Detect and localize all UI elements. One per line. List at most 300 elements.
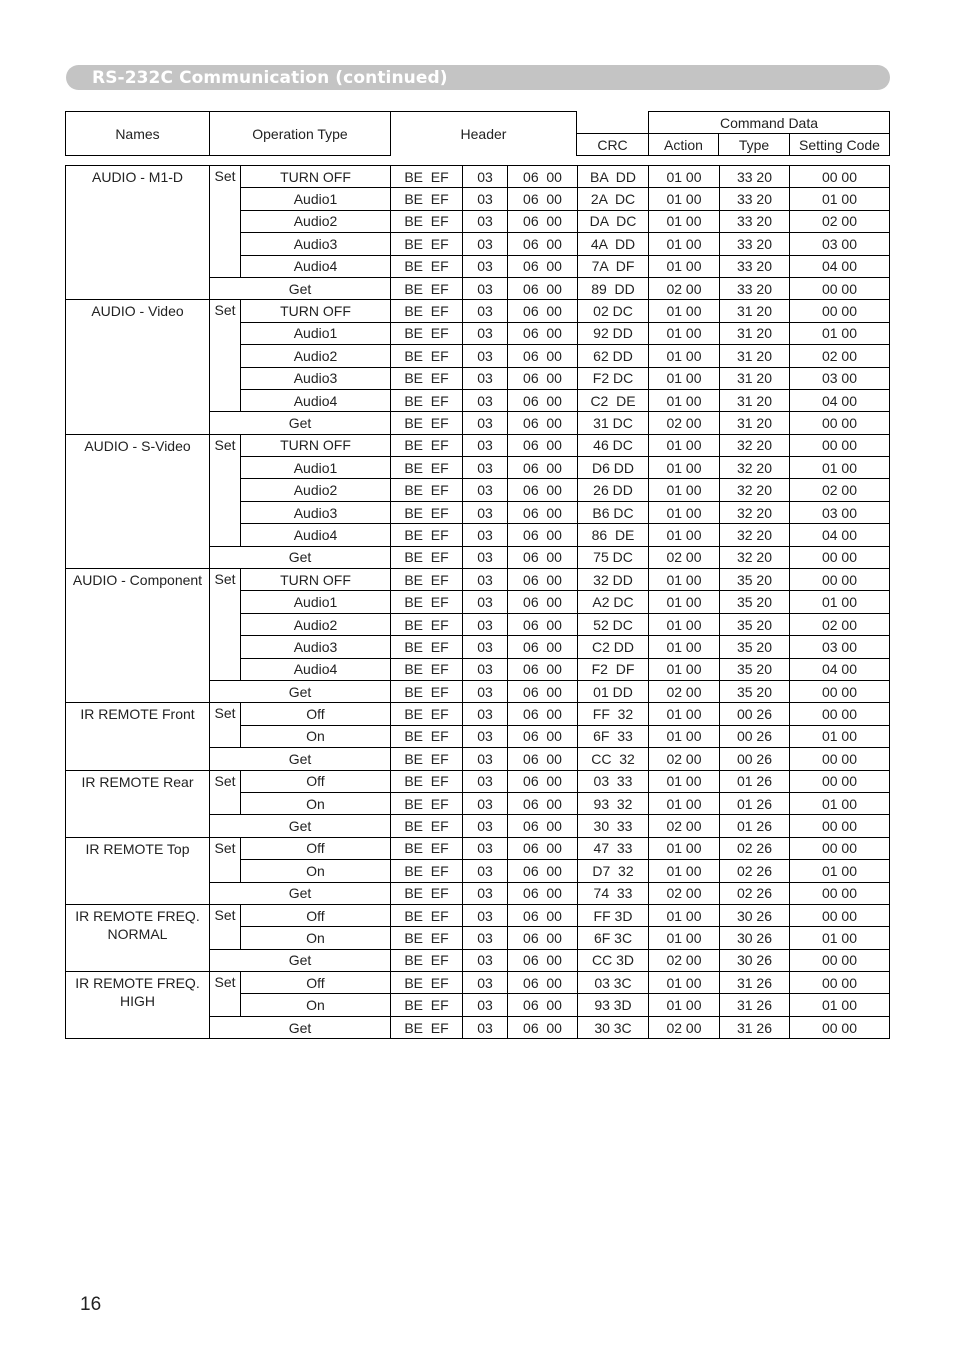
setting-code-value: 01 00	[790, 860, 890, 882]
header-byte: 03	[463, 680, 508, 702]
type-value: 31 20	[720, 345, 790, 367]
action-value: 01 00	[649, 860, 720, 882]
header-byte: 03	[463, 591, 508, 613]
action-value: 01 00	[649, 972, 720, 994]
type-value: 31 20	[720, 389, 790, 411]
header-byte: 03	[463, 255, 508, 277]
crc-value: 32 DD	[578, 569, 649, 591]
setting-code-value: 03 00	[790, 367, 890, 389]
header-byte: 03	[463, 636, 508, 658]
action-value: 01 00	[649, 345, 720, 367]
header-be-ef: BE EF	[391, 636, 463, 658]
type-value: 31 20	[720, 412, 790, 434]
operation-get: Get	[210, 815, 391, 837]
header-be-ef: BE EF	[391, 345, 463, 367]
action-value: 02 00	[649, 1016, 720, 1038]
action-value: 01 00	[649, 367, 720, 389]
header-crc: CRC	[577, 134, 649, 156]
operation-value: Audio3	[241, 636, 391, 658]
type-value: 35 20	[720, 636, 790, 658]
setting-code-value: 00 00	[790, 949, 890, 971]
setting-code-value: 04 00	[790, 255, 890, 277]
header-be-ef: BE EF	[391, 658, 463, 680]
set-label: Set	[210, 166, 241, 278]
type-value: 01 26	[720, 815, 790, 837]
header-bytes: 06 00	[508, 949, 578, 971]
header-bytes: 06 00	[508, 569, 578, 591]
header-be-ef: BE EF	[391, 591, 463, 613]
crc-value: FF 3D	[578, 904, 649, 926]
header-byte: 03	[463, 367, 508, 389]
set-label: Set	[210, 434, 241, 546]
crc-value: 47 33	[578, 837, 649, 859]
operation-value: Audio4	[241, 524, 391, 546]
header-be-ef: BE EF	[391, 770, 463, 792]
type-value: 30 26	[720, 904, 790, 926]
header-be-ef: BE EF	[391, 972, 463, 994]
header-bytes: 06 00	[508, 725, 578, 747]
set-label: Set	[210, 300, 241, 412]
header-bytes: 06 00	[508, 815, 578, 837]
operation-get: Get	[210, 949, 391, 971]
command-table	[65, 165, 890, 1039]
setting-code-value: 01 00	[790, 927, 890, 949]
header-byte: 03	[463, 748, 508, 770]
type-value: 31 20	[720, 300, 790, 322]
header-byte: 03	[463, 322, 508, 344]
header-be-ef: BE EF	[391, 322, 463, 344]
header-byte: 03	[463, 277, 508, 299]
crc-value: 86 DE	[578, 524, 649, 546]
header-bytes: 06 00	[508, 972, 578, 994]
operation-value: Audio1	[241, 188, 391, 210]
crc-value: DA DC	[578, 210, 649, 232]
header-byte: 03	[463, 166, 508, 188]
header-be-ef: BE EF	[391, 927, 463, 949]
header-bytes: 06 00	[508, 255, 578, 277]
action-value: 01 00	[649, 524, 720, 546]
table-row	[66, 703, 890, 725]
setting-code-value: 01 00	[790, 591, 890, 613]
header-be-ef: BE EF	[391, 457, 463, 479]
setting-code-value: 00 00	[790, 1016, 890, 1038]
header-byte: 03	[463, 904, 508, 926]
operation-value: Audio2	[241, 613, 391, 635]
action-value: 02 00	[649, 815, 720, 837]
action-value: 01 00	[649, 322, 720, 344]
header-bytes: 06 00	[508, 300, 578, 322]
action-value: 01 00	[649, 434, 720, 456]
action-value: 01 00	[649, 457, 720, 479]
crc-value: 89 DD	[578, 277, 649, 299]
crc-value: 46 DC	[578, 434, 649, 456]
header-header: Header	[391, 112, 577, 156]
crc-value: 03 3C	[578, 972, 649, 994]
header-bytes: 06 00	[508, 837, 578, 859]
action-value: 01 00	[649, 389, 720, 411]
crc-value: C2 DD	[578, 636, 649, 658]
type-value: 02 26	[720, 860, 790, 882]
set-label: Set	[210, 770, 241, 815]
type-value: 33 20	[720, 233, 790, 255]
operation-get: Get	[210, 277, 391, 299]
header-bytes: 06 00	[508, 1016, 578, 1038]
type-value: 01 26	[720, 770, 790, 792]
header-bytes: 06 00	[508, 904, 578, 926]
header-byte: 03	[463, 949, 508, 971]
header-bytes: 06 00	[508, 479, 578, 501]
type-value: 33 20	[720, 255, 790, 277]
crc-value: F2 DF	[578, 658, 649, 680]
type-value: 35 20	[720, 658, 790, 680]
header-be-ef: BE EF	[391, 389, 463, 411]
header-byte: 03	[463, 524, 508, 546]
header-be-ef: BE EF	[391, 725, 463, 747]
header-byte: 03	[463, 233, 508, 255]
type-value: 30 26	[720, 927, 790, 949]
header-bytes: 06 00	[508, 636, 578, 658]
action-value: 02 00	[649, 412, 720, 434]
header-byte: 03	[463, 613, 508, 635]
action-value: 01 00	[649, 994, 720, 1016]
header-byte: 03	[463, 210, 508, 232]
crc-value: A2 DC	[578, 591, 649, 613]
command-name: AUDIO - M1-D	[66, 166, 210, 300]
header-byte: 03	[463, 837, 508, 859]
action-value: 01 00	[649, 479, 720, 501]
type-value: 35 20	[720, 591, 790, 613]
action-value: 01 00	[649, 725, 720, 747]
command-name: IR REMOTE Front	[66, 703, 210, 770]
action-value: 01 00	[649, 837, 720, 859]
type-value: 33 20	[720, 277, 790, 299]
header-byte: 03	[463, 882, 508, 904]
operation-value: Off	[241, 972, 391, 994]
operation-get: Get	[210, 882, 391, 904]
header-command-data: Command Data	[649, 112, 890, 134]
header-be-ef: BE EF	[391, 904, 463, 926]
header-byte: 03	[463, 815, 508, 837]
type-value: 32 20	[720, 479, 790, 501]
command-name: IR REMOTE FREQ. NORMAL	[66, 904, 210, 971]
header-bytes: 06 00	[508, 703, 578, 725]
action-value: 01 00	[649, 927, 720, 949]
type-value: 35 20	[720, 613, 790, 635]
operation-value: Off	[241, 703, 391, 725]
setting-code-value: 02 00	[790, 613, 890, 635]
header-be-ef: BE EF	[391, 166, 463, 188]
table-row	[66, 300, 890, 322]
operation-get: Get	[210, 680, 391, 702]
operation-value: On	[241, 994, 391, 1016]
operation-value: Audio1	[241, 322, 391, 344]
crc-value: 2A DC	[578, 188, 649, 210]
crc-value: 7A DF	[578, 255, 649, 277]
setting-code-value: 03 00	[790, 501, 890, 523]
crc-value: 02 DC	[578, 300, 649, 322]
setting-code-value: 00 00	[790, 680, 890, 702]
command-name: IR REMOTE Top	[66, 837, 210, 904]
operation-value: Audio1	[241, 591, 391, 613]
set-label: Set	[210, 569, 241, 681]
crc-value: D7 32	[578, 860, 649, 882]
header-byte: 03	[463, 725, 508, 747]
header-byte: 03	[463, 860, 508, 882]
table-header	[65, 111, 890, 156]
operation-value: Audio3	[241, 501, 391, 523]
operation-value: Audio2	[241, 479, 391, 501]
header-be-ef: BE EF	[391, 1016, 463, 1038]
crc-value: CC 32	[578, 748, 649, 770]
action-value: 01 00	[649, 792, 720, 814]
header-byte: 03	[463, 300, 508, 322]
operation-get: Get	[210, 1016, 391, 1038]
header-be-ef: BE EF	[391, 949, 463, 971]
header-byte: 03	[463, 703, 508, 725]
header-bytes: 06 00	[508, 367, 578, 389]
crc-value: BA DD	[578, 166, 649, 188]
header-setting-code: Setting Code	[790, 134, 890, 156]
crc-value: 6F 3C	[578, 927, 649, 949]
operation-value: TURN OFF	[241, 434, 391, 456]
header-bytes: 06 00	[508, 389, 578, 411]
header-bytes: 06 00	[508, 188, 578, 210]
header-be-ef: BE EF	[391, 412, 463, 434]
type-value: 32 20	[720, 457, 790, 479]
set-label: Set	[210, 703, 241, 748]
setting-code-value: 02 00	[790, 345, 890, 367]
section-title: RS-232C Communication (continued)	[92, 68, 448, 88]
header-byte: 03	[463, 927, 508, 949]
header-be-ef: BE EF	[391, 479, 463, 501]
type-value: 02 26	[720, 837, 790, 859]
setting-code-value: 02 00	[790, 479, 890, 501]
operation-get: Get	[210, 546, 391, 568]
operation-value: Audio2	[241, 345, 391, 367]
header-be-ef: BE EF	[391, 367, 463, 389]
header-be-ef: BE EF	[391, 569, 463, 591]
header-bytes: 06 00	[508, 792, 578, 814]
header-bytes: 06 00	[508, 860, 578, 882]
operation-get: Get	[210, 412, 391, 434]
setting-code-value: 01 00	[790, 725, 890, 747]
header-bytes: 06 00	[508, 233, 578, 255]
header-byte: 03	[463, 389, 508, 411]
header-be-ef: BE EF	[391, 815, 463, 837]
type-value: 33 20	[720, 188, 790, 210]
header-byte: 03	[463, 457, 508, 479]
operation-value: On	[241, 725, 391, 747]
type-value: 00 26	[720, 703, 790, 725]
table-row	[66, 569, 890, 591]
operation-value: Audio4	[241, 255, 391, 277]
crc-value: 03 33	[578, 770, 649, 792]
header-byte: 03	[463, 546, 508, 568]
type-value: 35 20	[720, 569, 790, 591]
header-bytes: 06 00	[508, 345, 578, 367]
type-value: 32 20	[720, 524, 790, 546]
setting-code-value: 00 00	[790, 882, 890, 904]
header-byte: 03	[463, 345, 508, 367]
setting-code-value: 00 00	[790, 300, 890, 322]
header-bytes: 06 00	[508, 277, 578, 299]
header-operation-type: Operation Type	[210, 112, 391, 156]
operation-value: Audio2	[241, 210, 391, 232]
operation-value: TURN OFF	[241, 300, 391, 322]
action-value: 02 00	[649, 949, 720, 971]
header-byte: 03	[463, 658, 508, 680]
action-value: 01 00	[649, 501, 720, 523]
operation-value: Audio3	[241, 367, 391, 389]
command-name: AUDIO - Video	[66, 300, 210, 434]
header-byte: 03	[463, 434, 508, 456]
crc-value: 30 33	[578, 815, 649, 837]
header-bytes: 06 00	[508, 613, 578, 635]
header-be-ef: BE EF	[391, 434, 463, 456]
setting-code-value: 01 00	[790, 792, 890, 814]
action-value: 02 00	[649, 748, 720, 770]
header-type: Type	[719, 134, 790, 156]
action-value: 02 00	[649, 882, 720, 904]
action-value: 01 00	[649, 300, 720, 322]
setting-code-value: 04 00	[790, 389, 890, 411]
setting-code-value: 01 00	[790, 188, 890, 210]
header-names: Names	[66, 112, 210, 156]
action-value: 01 00	[649, 233, 720, 255]
table-row	[66, 837, 890, 859]
crc-value: 75 DC	[578, 546, 649, 568]
type-value: 00 26	[720, 748, 790, 770]
table-row	[66, 166, 890, 188]
header-bytes: 06 00	[508, 166, 578, 188]
setting-code-value: 00 00	[790, 837, 890, 859]
action-value: 01 00	[649, 636, 720, 658]
setting-code-value: 00 00	[790, 434, 890, 456]
header-bytes: 06 00	[508, 927, 578, 949]
operation-value: Off	[241, 904, 391, 926]
type-value: 02 26	[720, 882, 790, 904]
header-byte: 03	[463, 412, 508, 434]
command-name: AUDIO - S-Video	[66, 434, 210, 568]
action-value: 01 00	[649, 255, 720, 277]
setting-code-value: 00 00	[790, 703, 890, 725]
header-be-ef: BE EF	[391, 188, 463, 210]
set-label: Set	[210, 904, 241, 949]
crc-value: 31 DC	[578, 412, 649, 434]
type-value: 32 20	[720, 546, 790, 568]
operation-value: Audio4	[241, 658, 391, 680]
header-be-ef: BE EF	[391, 210, 463, 232]
type-value: 31 20	[720, 367, 790, 389]
page-number: 16	[80, 1294, 102, 1315]
setting-code-value: 00 00	[790, 815, 890, 837]
crc-value: 52 DC	[578, 613, 649, 635]
header-be-ef: BE EF	[391, 792, 463, 814]
operation-value: Audio1	[241, 457, 391, 479]
header-byte: 03	[463, 770, 508, 792]
header-byte: 03	[463, 994, 508, 1016]
action-value: 01 00	[649, 210, 720, 232]
table-row	[66, 770, 890, 792]
action-value: 02 00	[649, 546, 720, 568]
header-bytes: 06 00	[508, 546, 578, 568]
header-be-ef: BE EF	[391, 680, 463, 702]
type-value: 33 20	[720, 210, 790, 232]
header-byte: 03	[463, 792, 508, 814]
table-row	[66, 904, 890, 926]
crc-value: B6 DC	[578, 501, 649, 523]
header-bytes: 06 00	[508, 434, 578, 456]
header-be-ef: BE EF	[391, 613, 463, 635]
operation-value: Audio3	[241, 233, 391, 255]
type-value: 30 26	[720, 949, 790, 971]
action-value: 01 00	[649, 569, 720, 591]
header-be-ef: BE EF	[391, 748, 463, 770]
header-be-ef: BE EF	[391, 255, 463, 277]
header-byte: 03	[463, 479, 508, 501]
header-bytes: 06 00	[508, 770, 578, 792]
header-be-ef: BE EF	[391, 524, 463, 546]
operation-value: Off	[241, 837, 391, 859]
header-action: Action	[649, 134, 719, 156]
crc-value: 01 DD	[578, 680, 649, 702]
crc-value: 6F 33	[578, 725, 649, 747]
header-bytes: 06 00	[508, 412, 578, 434]
setting-code-value: 03 00	[790, 233, 890, 255]
setting-code-value: 00 00	[790, 569, 890, 591]
type-value: 33 20	[720, 166, 790, 188]
type-value: 31 20	[720, 322, 790, 344]
type-value: 31 26	[720, 972, 790, 994]
action-value: 01 00	[649, 166, 720, 188]
setting-code-value: 00 00	[790, 748, 890, 770]
action-value: 02 00	[649, 680, 720, 702]
header-bytes: 06 00	[508, 748, 578, 770]
header-bytes: 06 00	[508, 591, 578, 613]
crc-value: 74 33	[578, 882, 649, 904]
crc-value: 30 3C	[578, 1016, 649, 1038]
action-value: 02 00	[649, 277, 720, 299]
header-be-ef: BE EF	[391, 277, 463, 299]
action-value: 01 00	[649, 613, 720, 635]
type-value: 31 26	[720, 1016, 790, 1038]
operation-value: TURN OFF	[241, 569, 391, 591]
action-value: 01 00	[649, 703, 720, 725]
header-be-ef: BE EF	[391, 546, 463, 568]
header-bytes: 06 00	[508, 501, 578, 523]
command-name: IR REMOTE Rear	[66, 770, 210, 837]
type-value: 32 20	[720, 434, 790, 456]
set-label: Set	[210, 972, 241, 1017]
crc-value: D6 DD	[578, 457, 649, 479]
type-value: 32 20	[720, 501, 790, 523]
type-value: 31 26	[720, 994, 790, 1016]
operation-value: TURN OFF	[241, 166, 391, 188]
crc-value: F2 DC	[578, 367, 649, 389]
header-be-ef: BE EF	[391, 882, 463, 904]
setting-code-value: 01 00	[790, 322, 890, 344]
header-bytes: 06 00	[508, 680, 578, 702]
crc-value: 26 DD	[578, 479, 649, 501]
header-be-ef: BE EF	[391, 860, 463, 882]
setting-code-value: 00 00	[790, 277, 890, 299]
setting-code-value: 00 00	[790, 972, 890, 994]
setting-code-value: 01 00	[790, 457, 890, 479]
setting-code-value: 04 00	[790, 658, 890, 680]
header-be-ef: BE EF	[391, 233, 463, 255]
crc-value: 4A DD	[578, 233, 649, 255]
crc-value: 92 DD	[578, 322, 649, 344]
